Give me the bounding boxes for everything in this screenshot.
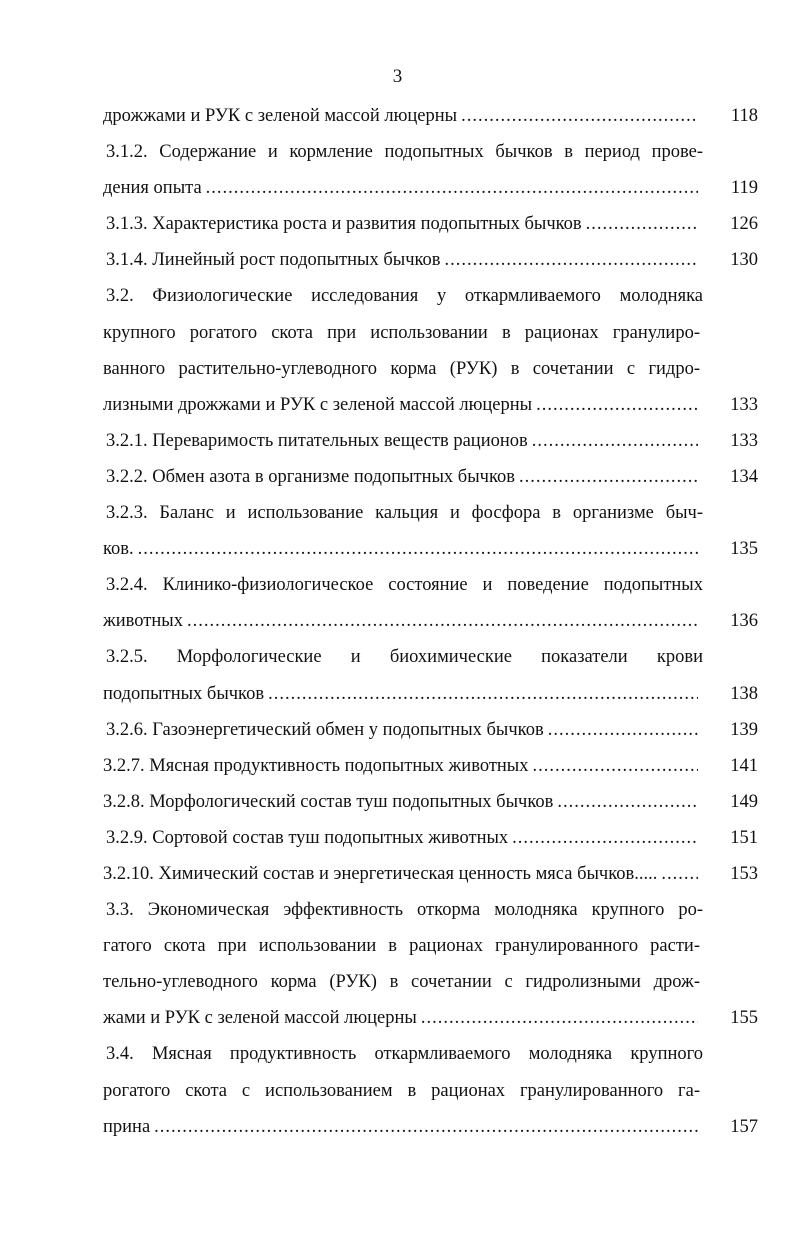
toc-entry-last-line (103, 170, 758, 206)
toc-entry-text: 3.2.1. Переваримость питательных веществ рационов (106, 430, 528, 451)
dot-leader (445, 242, 698, 278)
toc-entry-text: 3.1.3. Характеристика роста и развития подопытных бычков (106, 214, 582, 235)
dot-leader (661, 856, 698, 892)
toc-page-number: 151 (730, 827, 758, 848)
toc-entry-text: дрожжами и РУК с зеленой массой люцерны (103, 106, 458, 126)
toc-entry (103, 1036, 758, 1144)
toc-entry (103, 242, 758, 278)
toc-entry-last-line (103, 206, 758, 242)
toc-entry-last-line (103, 748, 758, 784)
toc-entry (103, 423, 758, 459)
toc-entry-last-line (103, 603, 758, 639)
toc-entry-text: 3.1.4. Линейный рост подопытных бычков (106, 250, 441, 271)
dot-leader (268, 676, 698, 712)
toc-entry-line: 3.2.4. Клинико-физиологическое состояние и поведение подопытных (106, 575, 703, 596)
toc-entry-line: 3.4. Мясная продуктивность откармливаемого молодняка крупного (106, 1044, 703, 1065)
toc-entry-text: 3.2.2. Обмен азота в организме подопытных бычков (106, 466, 515, 487)
toc-entry-line: крупного рогатого скота при использовании в рационах гранулиро- (103, 322, 700, 343)
toc-entry-text: прина (103, 1116, 151, 1137)
toc-entry-last-line (103, 676, 758, 712)
toc-entry-text: 3.2.6. Газоэнергетический обмен у подопытных бычков (106, 719, 544, 740)
toc-entry-text: 3.2.7. Мясная продуктивность подопытных животных (103, 755, 529, 776)
toc-entry-line: 3.2.3. Баланс и использование кальция и фосфора в организме быч- (106, 503, 703, 524)
toc-entry (103, 495, 758, 567)
toc-entry-line: тельно-углеводного корма (РУК) в сочетании с гидролизными дрож- (103, 972, 700, 993)
toc-entry-text: жами и РУК с зеленой массой люцерны (103, 1008, 417, 1029)
toc-entry (103, 459, 758, 495)
toc-entry-text: 3.2.8. Морфологический состав туш подопытных бычков (103, 791, 554, 812)
toc-entry (103, 748, 758, 784)
toc-entry-text: животных (103, 611, 183, 632)
toc-page-number: 135 (730, 539, 758, 560)
toc-page-number: 155 (730, 1008, 758, 1029)
toc-entry (103, 567, 758, 639)
dot-leader (533, 748, 699, 784)
toc-entry-text: дения опыта (103, 178, 202, 199)
toc-page-number: 149 (730, 791, 758, 812)
toc-entry-last-line (103, 242, 758, 278)
toc-entry-line: 3.2. Физиологические исследования у откармливаемого молодняка (106, 286, 703, 307)
toc-entry (103, 206, 758, 242)
dot-leader (536, 387, 698, 423)
toc-page-number: 126 (730, 214, 758, 235)
toc-entry-text: лизными дрожжами и РУК с зеленой массой люцерны (103, 394, 533, 415)
dot-leader (421, 1000, 698, 1036)
toc-entry (103, 98, 758, 134)
toc-entry-last-line (103, 423, 758, 459)
dot-leader (548, 712, 698, 748)
toc-page-number: 136 (730, 611, 758, 632)
toc-entry-text: 3.2.9. Сортовой состав туш подопытных животных (106, 827, 509, 848)
dot-leader (512, 820, 698, 856)
toc-entry-line: 3.1.2. Содержание и кормление подопытных бычков в период прове- (106, 142, 703, 163)
dot-leader (187, 603, 698, 639)
toc-entry-last-line (103, 784, 758, 820)
toc-entry-last-line (103, 820, 758, 856)
toc-entry-last-line (103, 712, 758, 748)
toc-entry-last-line (103, 98, 758, 134)
toc-page-number: 157 (730, 1116, 758, 1137)
dot-leader (461, 98, 698, 134)
toc-entry (103, 278, 758, 422)
toc-entry-text: подопытных бычков (103, 683, 265, 704)
dot-leader (557, 784, 698, 820)
toc-entry (103, 856, 758, 892)
toc-page-number: 153 (730, 863, 758, 884)
toc-entry-last-line (103, 856, 758, 892)
toc-page-number: 138 (730, 683, 758, 704)
dot-leader (138, 531, 698, 567)
table-of-contents (103, 98, 758, 1145)
toc-entry-text: 3.2.10. Химический состав и энергетическая ценность мяса бычков..... (103, 863, 658, 884)
toc-entry-line: 3.2.5. Морфологические и биохимические показатели крови (106, 647, 703, 668)
toc-entry-last-line (103, 1109, 758, 1145)
toc-entry-last-line (103, 1000, 758, 1036)
toc-entry (103, 892, 758, 1036)
toc-entry-last-line (103, 531, 758, 567)
toc-entry-text: ков. (103, 539, 134, 560)
toc-page-number: 139 (730, 719, 758, 740)
toc-entry (103, 639, 758, 711)
toc-entry-line: гатого скота при использовании в рационах гранулированного расти- (103, 936, 700, 957)
dot-leader (206, 170, 698, 206)
dot-leader (519, 459, 698, 495)
dot-leader (586, 206, 698, 242)
toc-page-number: 141 (730, 755, 758, 776)
toc-entry-line: 3.3. Экономическая эффективность откорма молодняка крупного ро- (106, 900, 703, 921)
toc-entry-last-line (103, 459, 758, 495)
page-number: 3 (392, 66, 403, 87)
toc-page-number: 118 (730, 106, 758, 126)
toc-page-number: 133 (730, 430, 758, 451)
dot-leader (532, 423, 698, 459)
dot-leader (154, 1109, 698, 1145)
toc-page-number: 134 (730, 466, 758, 487)
toc-entry-line: ванного растительно-углеводного корма (РУК) в сочетании с гидро- (103, 358, 700, 379)
toc-entry (103, 820, 758, 856)
toc-entry (103, 134, 758, 206)
toc-entry (103, 712, 758, 748)
toc-entry-line: рогатого скота с использованием в рационах гранулированного га- (103, 1080, 700, 1101)
toc-entry-last-line (103, 387, 758, 423)
toc-page-number: 119 (730, 178, 758, 199)
toc-entry (103, 784, 758, 820)
toc-page-number: 130 (730, 250, 758, 271)
toc-page-number: 133 (730, 394, 758, 415)
